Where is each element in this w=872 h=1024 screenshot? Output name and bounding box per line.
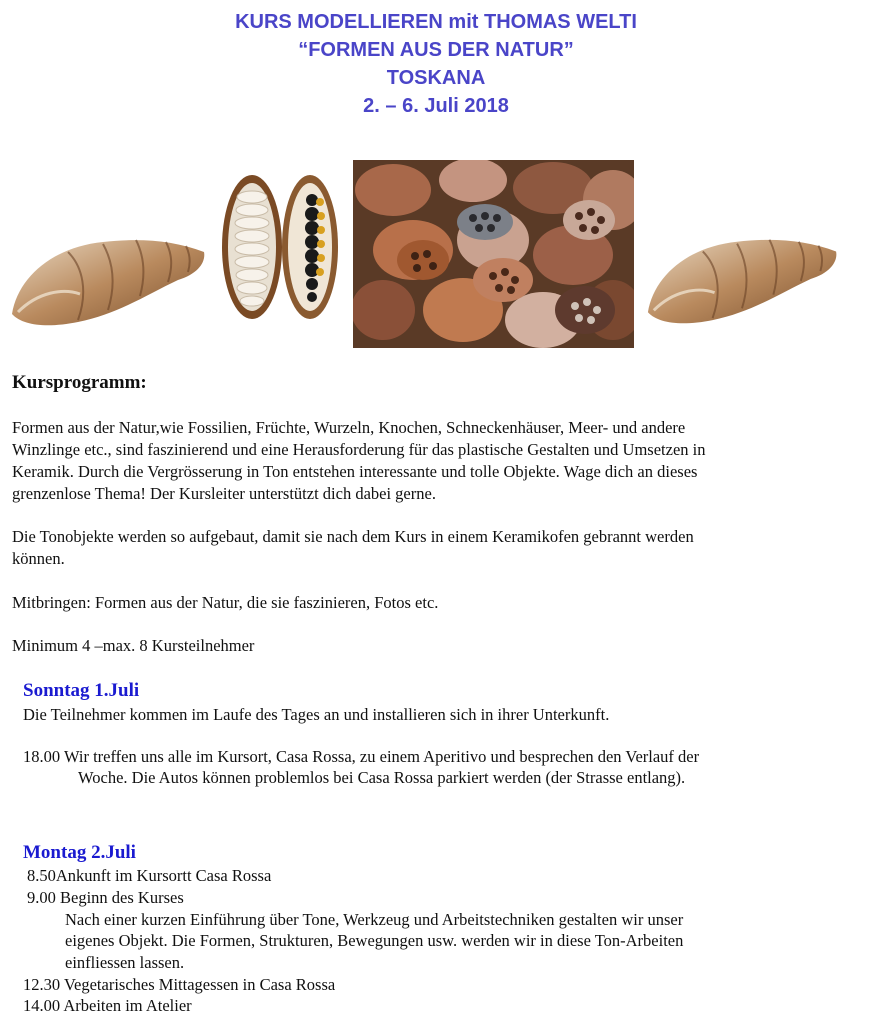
kursprogramm-heading: Kursprogramm: <box>12 372 147 393</box>
monday-intro-text: Nach einer kurzen Einführung über Tone, Werkzeug und Arbeitstechniken gestalten wir unser <box>65 910 684 929</box>
lotus-pods-image <box>353 160 634 348</box>
tonobjekte-paragraph-line: können. <box>12 549 65 568</box>
sunday-meeting-text-cont: Woche. Die Autos können problemlos bei Casa Rossa parkiert werden (der Strasse entlang). <box>78 768 686 787</box>
mitbringen-text: Mitbringen: Formen aus der Natur, die sie faszinieren, Fotos etc. <box>12 593 439 612</box>
monday-start-text: 9.00 Beginn des Kurses <box>27 888 184 907</box>
participants-text: Minimum 4 –max. 8 Kursteilnehmer <box>12 636 255 655</box>
snail-shell-left-image <box>8 222 208 332</box>
sunday-meeting-text: 18.00 Wir treffen uns alle im Kursort, Casa Rossa, zu einem Aperitivo und besprechen den Verlauf der <box>23 747 700 766</box>
snail-shell-right-image <box>644 222 840 330</box>
monday-intro-text: eigenes Objekt. Die Formen, Strukturen, Bewegungen usw. werden wir in diese Ton-Arbeiten <box>65 931 684 950</box>
seed-pod-image <box>220 172 340 322</box>
intro-paragraph-line: Winzlinge etc., sind faszinierend und eine Herausforderung für das plastische Gestalten und Umsetzen in <box>12 440 706 459</box>
intro-paragraph-line: grenzenlose Thema! Der Kursleiter unterstützt dich dabei gerne. <box>12 484 436 503</box>
monday-lunch-text: 12.30 Vegetarisches Mittagessen in Casa Rossa <box>23 975 336 994</box>
monday-heading: Montag 2.Juli <box>23 842 136 863</box>
header-line-1: KURS MODELLIEREN mit THOMAS WELTI <box>235 11 637 33</box>
header-line-2: “FORMEN AUS DER NATUR” <box>298 39 574 61</box>
intro-paragraph-line: Keramik. Durch die Vergrösserung in Ton entstehen interessante und tolle Objekte. Wage dich an dieses <box>12 462 698 481</box>
course-header <box>0 8 872 120</box>
tonobjekte-paragraph-line: Die Tonobjekte werden so aufgebaut, damit sie nach dem Kurs in einem Keramikofen gebrannt werden <box>12 527 694 546</box>
header-line-4: 2. – 6. Juli 2018 <box>363 95 509 117</box>
sunday-arrival-text: Die Teilnehmer kommen im Laufe des Tages an und installieren sich in ihrer Unterkunft. <box>23 705 610 724</box>
intro-paragraph-line: Formen aus der Natur,wie Fossilien, Früchte, Wurzeln, Knochen, Schneckenhäuser, Meer- und andere <box>12 418 686 437</box>
monday-atelier-text: 14.00 Arbeiten im Atelier <box>23 996 192 1015</box>
monday-intro-text: einfliessen lassen. <box>65 953 185 972</box>
header-line-3: TOSKANA <box>386 67 486 89</box>
sunday-heading: Sonntag 1.Juli <box>23 680 140 701</box>
monday-arrival-text: 8.50Ankunft im Kursortt Casa Rossa <box>27 866 272 885</box>
